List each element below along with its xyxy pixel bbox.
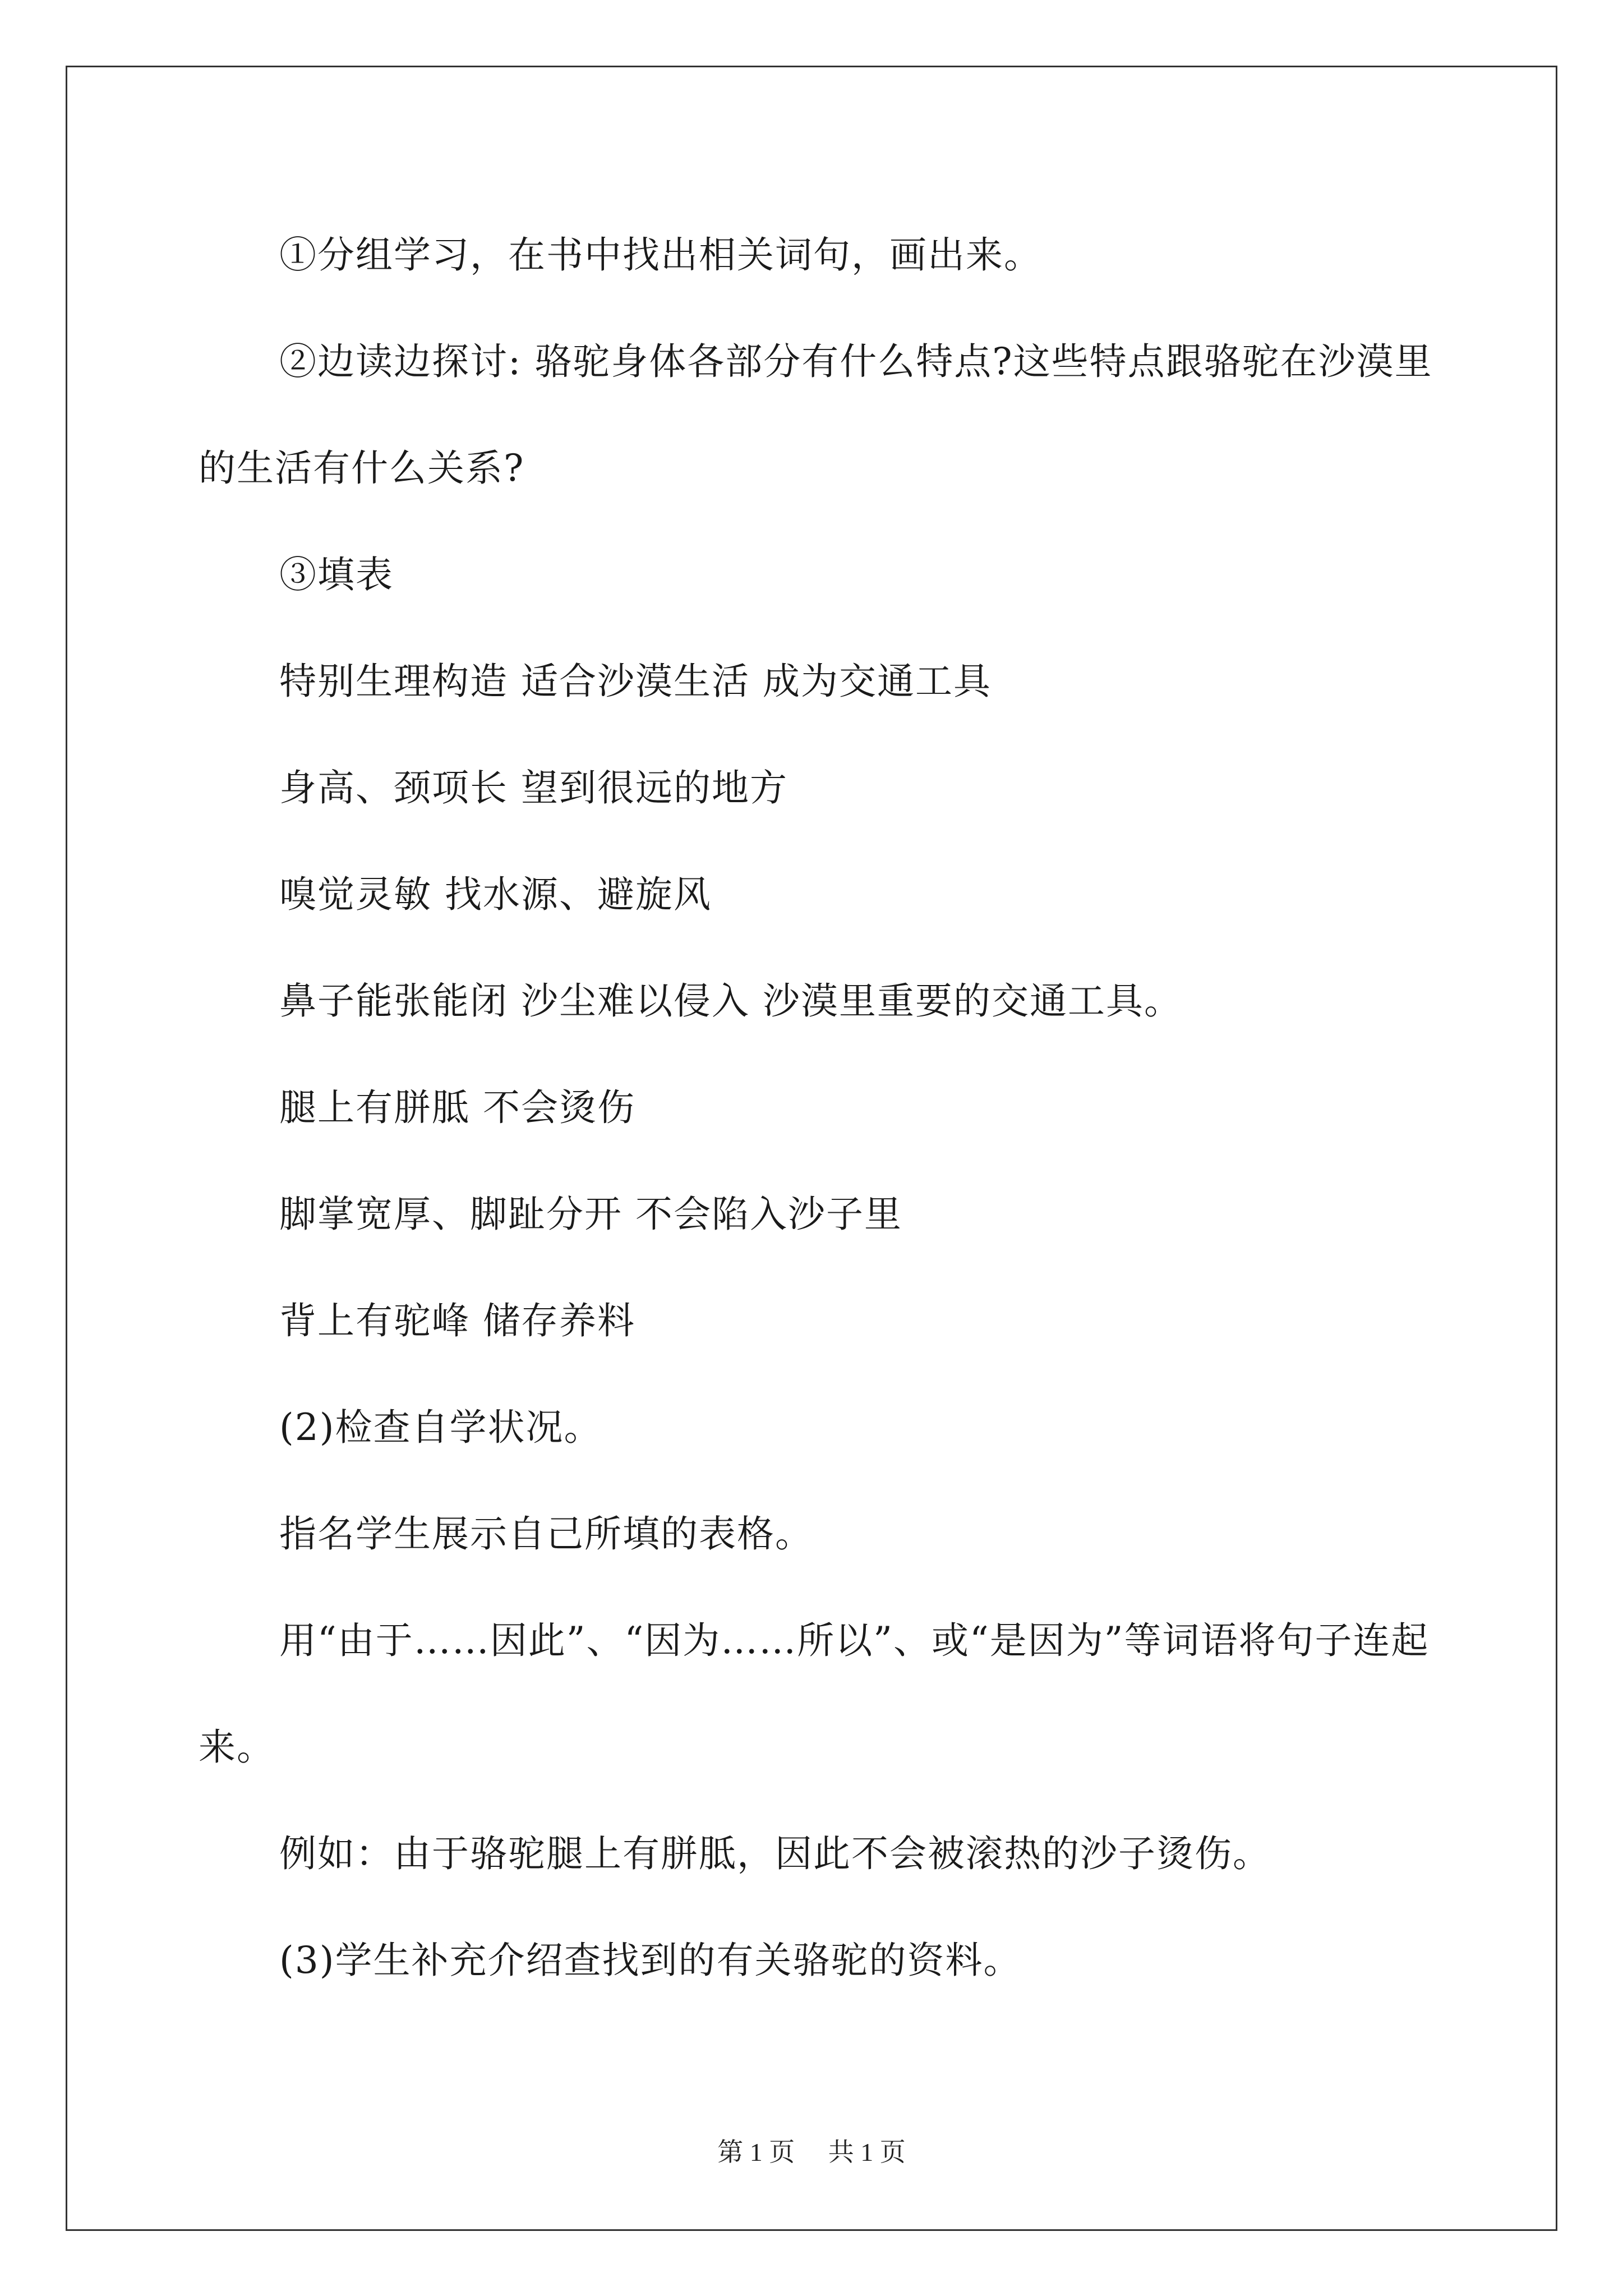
paragraph-supplement: (3)学生补充介绍查找到的有关骆驼的资料。 xyxy=(279,1939,1022,1982)
table-row: 背上有驼峰 储存养料 xyxy=(279,1299,635,1342)
page-total: 共 1 页 xyxy=(828,2138,906,2166)
paragraph-step-1: ①分组学习，在书中找出相关词句，画出来。 xyxy=(279,233,1042,277)
paragraph-step-3: ③填表 xyxy=(279,553,394,596)
document-body xyxy=(199,202,1449,2014)
table-row: 鼻子能张能闭 沙尘难以侵入 沙漠里重要的交通工具。 xyxy=(279,979,1182,1023)
page-number: 第 1 页 xyxy=(717,2138,795,2166)
table-row: 身高、颈项长 望到很远的地方 xyxy=(279,766,788,809)
paragraph-check: (2)检查自学状况。 xyxy=(279,1406,602,1449)
page-footer xyxy=(0,2132,1623,2169)
paragraph-example: 例如：由于骆驼腿上有胼胝，因此不会被滚热的沙子烫伤。 xyxy=(279,1832,1271,1875)
paragraph-step-2: ②边读边探讨: 骆驼身体各部分有什么特点?这些特点跟骆驼在沙漠里的生活有什么关系? xyxy=(199,340,1433,490)
table-row: 腿上有胼胝 不会烫伤 xyxy=(279,1086,635,1129)
table-row: 脚掌宽厚、脚趾分开 不会陷入沙子里 xyxy=(279,1193,902,1236)
paragraph-connect-sentences: 用“由于……因此”、“因为……所以”、或“是因为”等词语将句子连起来。 xyxy=(199,1619,1430,1769)
table-header-row: 特别生理构造 适合沙漠生活 成为交通工具 xyxy=(279,660,992,703)
paragraph-show-table: 指名学生展示自己所填的表格。 xyxy=(279,1512,813,1556)
table-row: 嗅觉灵敏 找水源、避旋风 xyxy=(279,873,712,916)
